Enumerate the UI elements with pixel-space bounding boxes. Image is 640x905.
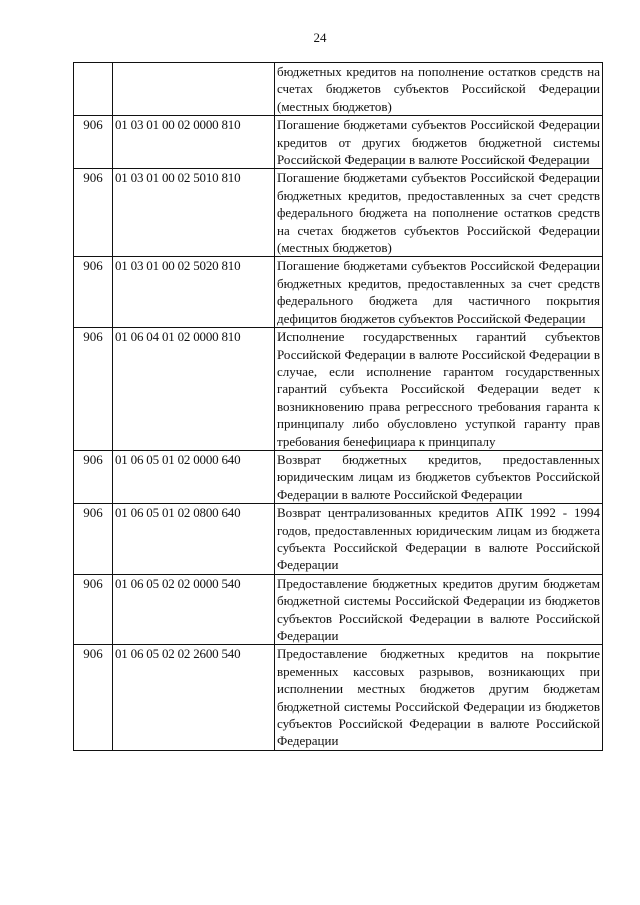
table-row <box>74 328 603 451</box>
table-row <box>74 116 603 169</box>
table-row <box>74 63 603 116</box>
table-row <box>74 257 603 328</box>
source-name-cell: Возврат бюджетных кредитов, предоставленных юридическим лицам из бюджетов субъектов Российской Федерации в валюте Российской Федерации <box>275 450 603 503</box>
classification-code-cell: 01 06 05 01 02 0800 640 <box>113 504 275 575</box>
classification-code-cell: 01 06 05 01 02 0000 640 <box>113 450 275 503</box>
source-name-cell: Предоставление бюджетных кредитов на покрытие временных кассовых разрывов, возникающих при исполнении местных бюджетов другим бюджетам бюджетной системы Российской Федерации из бюджетов субъектов Российской Федерации в валюте Российской Федерации <box>275 645 603 750</box>
source-name-cell: Исполнение государственных гарантий субъектов Российской Федерации в валюте Российской Федерации в случае, если исполнение гарантом государственных гарантий субъекта Российской Федерации ведет к возникновению права регрессного требования гаранта к принципалу либо обусловлено уступкой гаранту прав требования бенефициара к принципалу <box>275 328 603 451</box>
admin-code-cell: 906 <box>74 328 113 451</box>
admin-code-cell <box>74 63 113 116</box>
admin-code-cell: 906 <box>74 257 113 328</box>
classification-code-cell: 01 03 01 00 02 5010 810 <box>113 169 275 257</box>
source-name-cell: Возврат централизованных кредитов АПК 1992 - 1994 годов, предоставленных юридическим лицам из бюджета субъекта Российской Федерации в валюте Российской Федерации <box>275 504 603 575</box>
classification-code-cell: 01 06 05 02 02 2600 540 <box>113 645 275 750</box>
classification-code-cell: 01 03 01 00 02 0000 810 <box>113 116 275 169</box>
admin-code-cell: 906 <box>74 116 113 169</box>
budget-sources-table <box>73 62 603 751</box>
classification-code-cell: 01 06 05 02 02 0000 540 <box>113 574 275 645</box>
table-row <box>74 504 603 575</box>
source-name-cell: Предоставление бюджетных кредитов другим бюджетам бюджетной системы Российской Федерации из бюджетов субъектов Российской Федерации в валюте Российской Федерации <box>275 574 603 645</box>
classification-code-cell: 01 03 01 00 02 5020 810 <box>113 257 275 328</box>
admin-code-cell: 906 <box>74 645 113 750</box>
source-name-cell: бюджетных кредитов на пополнение остатков средств на счетах бюджетов субъектов Российской Федерации (местных бюджетов) <box>275 63 603 116</box>
admin-code-cell: 906 <box>74 574 113 645</box>
table-row <box>74 169 603 257</box>
table-row <box>74 574 603 645</box>
table-row <box>74 450 603 503</box>
source-name-cell: Погашение бюджетами субъектов Российской Федерации бюджетных кредитов, предоставленных за счет средств федерального бюджета на пополнение остатков средств на счетах бюджетов субъектов Российской Федерации (местных бюджетов) <box>275 169 603 257</box>
page-number: 24 <box>313 30 327 45</box>
admin-code-cell: 906 <box>74 450 113 503</box>
classification-code-cell: 01 06 04 01 02 0000 810 <box>113 328 275 451</box>
admin-code-cell: 906 <box>74 504 113 575</box>
table-row <box>74 645 603 750</box>
admin-code-cell: 906 <box>74 169 113 257</box>
source-name-cell: Погашение бюджетами субъектов Российской Федерации бюджетных кредитов, предоставленных за счет средств федерального бюджета для частичного покрытия дефицитов бюджетов субъектов Российской Федерации <box>275 257 603 328</box>
source-name-cell: Погашение бюджетами субъектов Российской Федерации кредитов от других бюджетов бюджетной системы Российской Федерации в валюте Российской Федерации <box>275 116 603 169</box>
classification-code-cell <box>113 63 275 116</box>
